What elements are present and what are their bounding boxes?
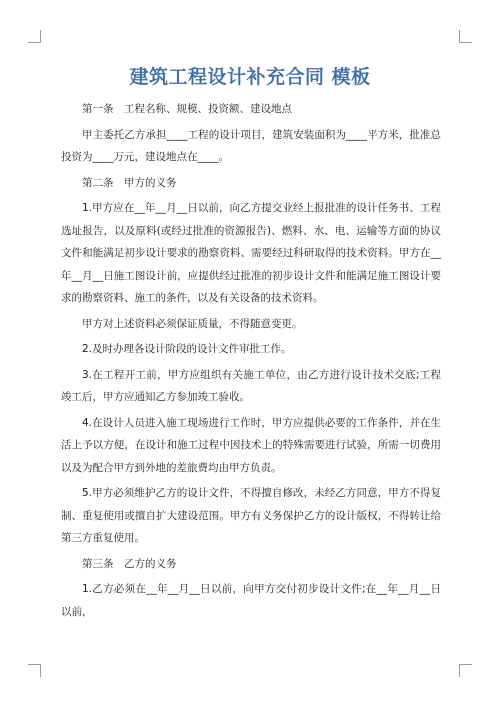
paragraph: 3.在工程开工前，甲方应组织有关施工单位，由乙方进行设计技术交底;工程竣工后，甲方应通知乙方参加竣工验收。 — [61, 368, 441, 403]
document-body — [61, 98, 441, 623]
corner-mark-top-left — [28, 30, 41, 43]
paragraph: 甲主委托乙方承担____工程的设计项目，建筑安装面积为____平方米，批准总投资为____万元，建设地点在____。 — [61, 128, 441, 163]
paragraph: 甲方对上述资料必须保证质量，不得随意变更。 — [82, 317, 303, 330]
paragraph: 2.及时办理各设计阶段的设计文件审批工作。 — [82, 343, 292, 355]
paragraph: 1.甲方应在__年__月__日以前，向乙方提交业经上报批准的设计任务书、工程选址报告，以及原料(或经过批准的资源报告)、燃料、水、电、运输等方面的协议文件和能满足初步设计要求的勘察资料、需要经过科研取得的技术资料。甲方在__年__月__日施工图设计前，应提供经过批准的初步设计文件和能满足施工图设计要求的勘察资料、施工的条件，以及有关设备的技术资料。 — [61, 202, 441, 304]
document-title: 建筑工程设计补充合同 模板 — [129, 66, 371, 88]
article-heading: 第二条 甲方的义务 — [82, 176, 177, 189]
corner-mark-bottom-left — [28, 664, 41, 677]
paragraph: 4.在设计人员进入施工现场进行工作时，甲方应提供必要的工作条件，并在生活上予以方便，在设计和施工过程中因技术上的特殊需要进行试验，所需一切费用以及为配合甲方到外地的差旅费均由甲方负责。 — [61, 416, 441, 474]
corner-mark-top-right — [459, 30, 472, 43]
paragraph: 1.乙方必须在__年__月__日以前，向甲方交付初步设计文件;在__年__月__日以前， — [61, 583, 441, 618]
paragraph: 5.甲方必须维护乙方的设计文件，不得擅自修改，未经乙方同意，甲方不得复制、重复使用或擅自扩大建设范围。甲方有义务保护乙方的设计版权，不得转让给第三方重复使用。 — [61, 487, 441, 544]
corner-mark-bottom-right — [459, 664, 472, 677]
article-heading: 第三条 乙方的义务 — [82, 557, 177, 570]
article-heading: 第一条 工程名称、规模、投资额、建设地点 — [82, 103, 292, 115]
